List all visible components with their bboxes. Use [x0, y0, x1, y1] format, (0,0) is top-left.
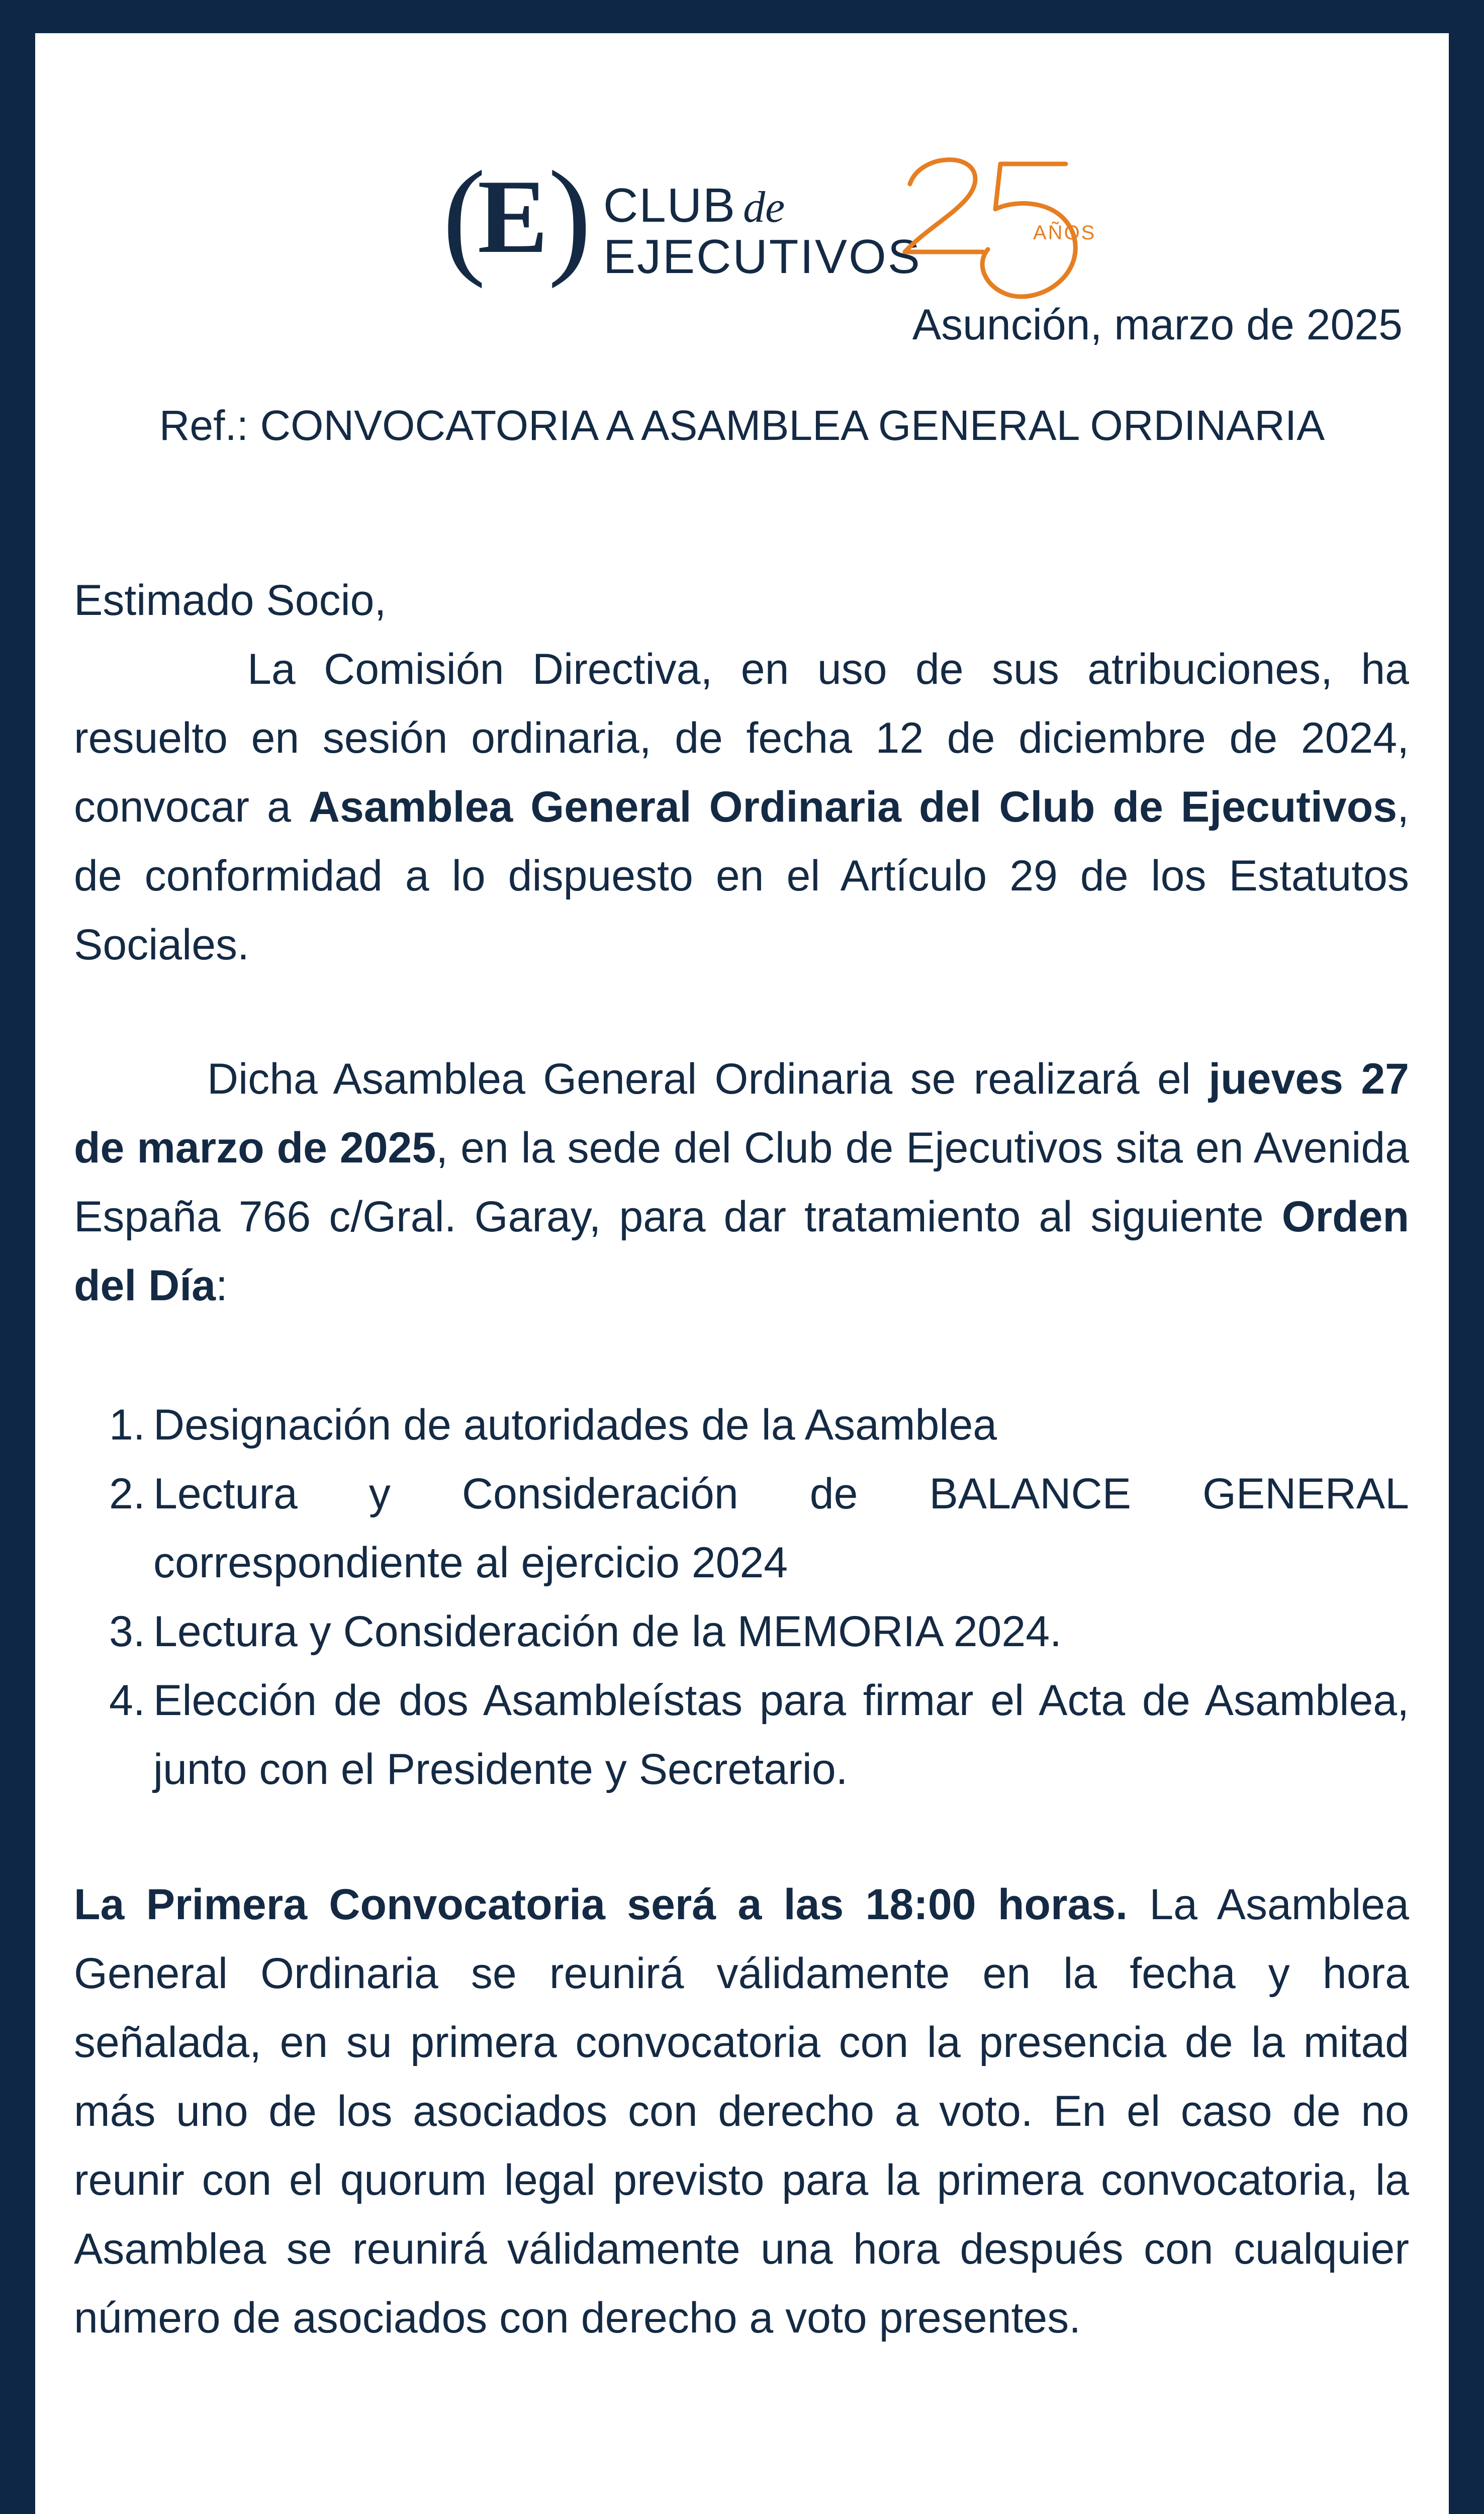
date-line: Asunción, marzo de 2025 — [912, 301, 1403, 349]
agenda-item-number: 3. — [109, 1607, 145, 1656]
logo-wordmark — [603, 178, 921, 284]
anniversary-label: AÑOS — [1033, 222, 1096, 244]
paragraph-3 — [74, 1870, 1409, 2353]
emblem-letter: E — [478, 158, 548, 275]
meeting-date: jueves 27 de marzo de 2025 — [74, 1055, 1410, 1172]
first-call-time: La Primera Convocatoria será a las 18:00 horas. — [74, 1880, 1128, 1929]
agenda-item-number: 1. — [109, 1401, 145, 1449]
agenda-item — [74, 1597, 1409, 1666]
agenda-item-number: 4. — [109, 1676, 145, 1725]
agenda-item-number: 2. — [109, 1470, 145, 1518]
paragraph-2-colon: : — [215, 1262, 228, 1310]
paragraph-2-text: Dicha Asamblea General Ordinaria se realizará el — [207, 1055, 1209, 1103]
paragraph-2 — [74, 1045, 1409, 1320]
paragraph-1-text: La Comisión Directiva, en uso de sus atribuciones, ha resuelto en sesión ordinaria, de fecha 12 de diciembre de 2024, convocar a — [74, 645, 1409, 831]
paragraph-1-bold: Asamblea General Ordinaria del Club de Ejecutivos — [308, 783, 1398, 831]
paragraph-3-text: La Asamblea General Ordinaria se reunirá válidamente en la fecha y hora señalada, en su primera convocatoria con la presencia de la mitad más uno de los asociados con derecho a voto. En el caso de no reunir con el quorum legal previsto para la primera convocatoria, la Asamblea se reunirá válidamente una hora después con cualquier número de asociados con derecho a voto presentes. — [74, 1880, 1409, 2342]
salutation: Estimado Socio, — [74, 576, 387, 624]
emblem-paren-right: ) — [548, 144, 592, 289]
logo-de: de — [743, 183, 785, 232]
agenda-list — [74, 1391, 1409, 1804]
paragraph-1-end: , de conformidad a lo dispuesto en el Artículo 29 de los Estatutos Sociales. — [74, 783, 1409, 969]
agenda-item — [74, 1460, 1409, 1597]
letter-page — [35, 33, 1449, 2514]
club-logo — [410, 114, 1114, 315]
paragraph-2-middle: , en la sede del Club de Ejecutivos sita en Avenida España 766 c/Gral. Garay, para dar tratamiento al siguiente — [74, 1124, 1409, 1241]
paragraph-1 — [74, 635, 1409, 979]
agenda-item-text: Lectura y Consideración de la MEMORIA 2024. — [153, 1607, 1062, 1656]
agenda-item-text: Lectura y Consideración de BALANCE GENERAL correspondiente al ejercicio 2024 — [153, 1470, 1409, 1587]
agenda-item-text: Elección de dos Asambleístas para firmar el Acta de Asamblea, junto con el Presidente y Secretario. — [153, 1676, 1409, 1793]
agenda-item-text: Designación de autoridades de la Asamblea — [153, 1401, 997, 1449]
emblem-paren-left: ( — [442, 144, 486, 289]
logo-ejecutivos: EJECUTIVOS — [603, 230, 921, 284]
agenda-item — [74, 1666, 1409, 1804]
logo-club: CLUB — [603, 178, 736, 232]
agenda-item — [74, 1391, 1409, 1460]
agenda-heading: Orden del Día — [74, 1193, 1409, 1310]
reference-line: Ref.: CONVOCATORIA A ASAMBLEA GENERAL ORDINARIA — [159, 402, 1325, 449]
